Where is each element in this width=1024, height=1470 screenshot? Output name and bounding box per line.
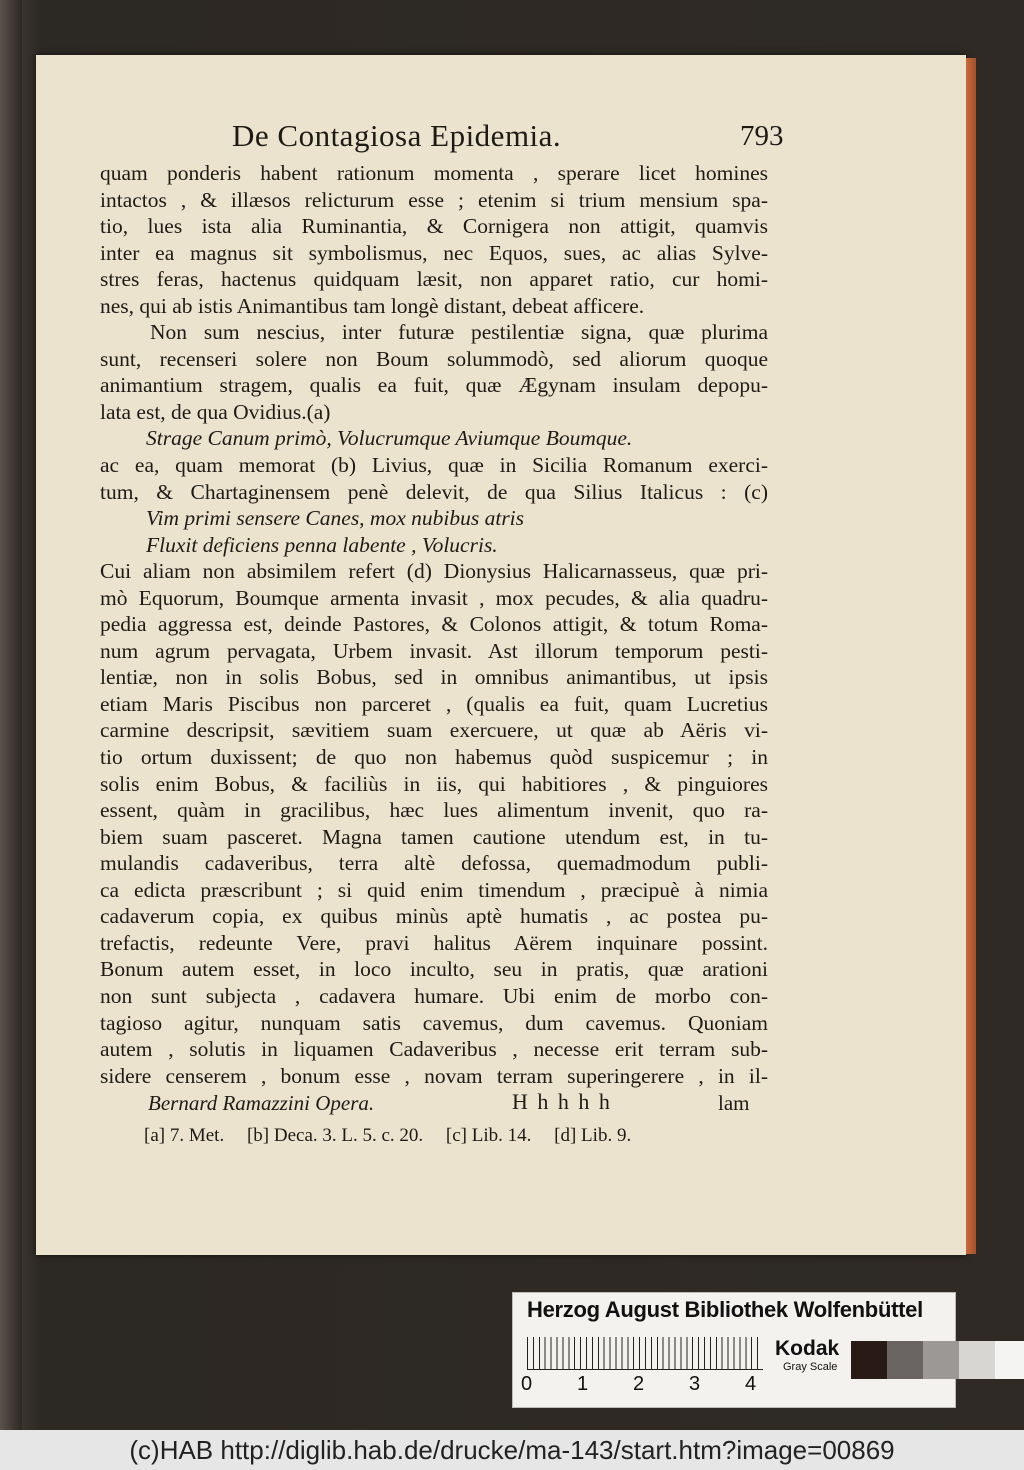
text-line: carmine descripsit, sævitiem suam exercuere, ut quæ ab Aëris vi- xyxy=(100,718,768,743)
gray-swatch xyxy=(851,1341,887,1379)
text-line: pedia aggressa est, deinde Pastores, & Colonos attigit, & totum Roma- xyxy=(100,612,768,637)
text-line: cadaverum copia, ex quibus minùs aptè humatis , ac postea pu- xyxy=(100,904,768,929)
ruler-numbers xyxy=(521,1373,771,1397)
text-line: mò Equorum, Boumque armenta invasit , mox pecudes, & alia quadru- xyxy=(100,585,768,610)
text-line: sidere censerem , bonum esse , novam terram superingerere , in il- xyxy=(100,1063,768,1088)
gray-scale-label: Gray Scale xyxy=(783,1361,838,1373)
text-line: tum, & Chartaginensem penè delevit, de qua Silius Italicus : (c) xyxy=(100,479,768,504)
text-line: mulandis cadaveribus, terra altè defossa, quemadmodum publi- xyxy=(100,851,768,876)
text-line: biem suam pasceret. Magna tamen cautione utendum est, in tu- xyxy=(100,824,768,849)
scale-ruler xyxy=(527,1337,763,1370)
ruler-number: 2 xyxy=(633,1373,645,1395)
text-line: sunt, recenseri solere non Boum solummodò, sed aliorum quoque xyxy=(100,346,768,371)
gray-scale-swatches xyxy=(851,1341,1024,1379)
signature-mark: H h h h h xyxy=(512,1089,612,1115)
source-url[interactable]: (c)HAB http://diglib.hab.de/drucke/ma-143/start.htm?image=00869 xyxy=(0,1430,1024,1470)
text-line: intactos , & illæsos relicturum esse ; etenim si trium mensium spa- xyxy=(100,187,768,212)
library-name: Herzog August Bibliothek Wolfenbüttel xyxy=(527,1297,923,1322)
ruler-number: 1 xyxy=(577,1373,589,1395)
footnote-d: [d] Lib. 9. xyxy=(554,1125,632,1147)
text-line: Fluxit deficiens penna labente , Volucris. xyxy=(146,532,498,557)
text-line: Cui aliam non absimilem refert (d) Dionysius Halicarnasseus, quæ pri- xyxy=(100,559,768,584)
text-line: tio ortum duxissent; de quo non habemus quòd suspicemur ; in xyxy=(100,745,768,770)
ruler-number: 3 xyxy=(689,1373,701,1395)
running-title: De Contagiosa Epidemia. xyxy=(232,118,562,153)
page-text-block xyxy=(100,118,784,1153)
text-line: etiam Maris Piscibus non parceret , (qualis ea fuit, quam Lucretius xyxy=(100,691,768,716)
ruler-number: 0 xyxy=(521,1373,533,1395)
body-text xyxy=(100,160,768,1089)
signature-title: Bernard Ramazzini Opera. xyxy=(148,1091,375,1116)
footnote-b: [b] Deca. 3. L. 5. c. 20. xyxy=(246,1125,424,1147)
text-line: ac ea, quam memorat (b) Livius, quæ in Sicilia Romanum exerci- xyxy=(100,453,768,478)
text-line: autem , solutis in liquamen Cadaveribus , necesse erit terram sub- xyxy=(100,1037,768,1062)
text-line: nes, qui ab istis Animantibus tam longè distant, debeat afficere. xyxy=(100,293,645,318)
footnotes xyxy=(100,1125,768,1153)
text-line: lentiæ, non in solis Bobus, sed in omnibus animantibus, ut ipsis xyxy=(100,665,768,690)
text-line: stres feras, hactenus quidquam læsit, non apparet ratio, cur homi- xyxy=(100,267,768,292)
text-line: Non sum nescius, inter futuræ pestilentiæ signa, quæ plurima xyxy=(150,320,768,345)
text-line: Bonum autem esset, in loco inculto, seu in pratis, quæ arationi xyxy=(100,957,768,982)
catchword: lam xyxy=(718,1091,750,1116)
footnote-a: [a] 7. Met. xyxy=(144,1125,225,1147)
text-line: solis enim Bobus, & faciliùs in iis, qui habitiores , & pinguiores xyxy=(100,771,768,796)
text-line: quam ponderis habent rationum momenta , sperare licet homines xyxy=(100,161,768,185)
text-line: lata est, de qua Ovidius.(a) xyxy=(100,399,331,424)
library-color-target-card xyxy=(512,1292,956,1408)
page-number: 793 xyxy=(740,120,784,152)
gray-swatch xyxy=(995,1341,1024,1379)
text-line: essent, quàm in gracilibus, hæc lues alimentum invenit, quo ra- xyxy=(100,798,768,823)
text-line: non sunt subjecta , cadavera humare. Ubi enim de morbo con- xyxy=(100,983,768,1008)
text-line: tagioso agitur, nunquam satis cavemus, dum cavemus. Quoniam xyxy=(100,1010,768,1035)
book-spine-edge xyxy=(0,0,22,1430)
ruler-number: 4 xyxy=(745,1373,757,1395)
gray-swatch xyxy=(923,1341,959,1379)
text-line: animantium stragem, qualis ea fuit, quæ Ægynam insulam depopu- xyxy=(100,373,768,398)
kodak-logo: Kodak xyxy=(775,1337,840,1360)
text-line: Strage Canum primò, Volucrumque Aviumque Boumque. xyxy=(146,426,633,451)
text-line: inter ea magnus sit symbolismus, nec Equos, sues, ac alias Sylve- xyxy=(100,240,768,265)
gray-swatch xyxy=(887,1341,923,1379)
page-footer xyxy=(100,1091,768,1119)
footnote-c: [c] Lib. 14. xyxy=(445,1125,532,1147)
text-line: ca edicta præscribunt ; si quid enim timendum , præcipuè à nimia xyxy=(100,877,768,902)
text-line: tio, lues ista alia Ruminantia, & Cornigera non attigit, quamvis xyxy=(100,214,768,239)
text-line: num agrum pervagata, Urbem invasit. Ast illorum temporum pesti- xyxy=(100,638,768,663)
gray-swatch xyxy=(959,1341,995,1379)
text-line: trefactis, redeunte Vere, pravi halitus Aërem inquinare possint. xyxy=(100,930,768,955)
page-fore-edge xyxy=(966,58,976,1254)
text-line: Vim primi sensere Canes, mox nubibus atris xyxy=(146,506,525,531)
page-header xyxy=(100,118,784,160)
